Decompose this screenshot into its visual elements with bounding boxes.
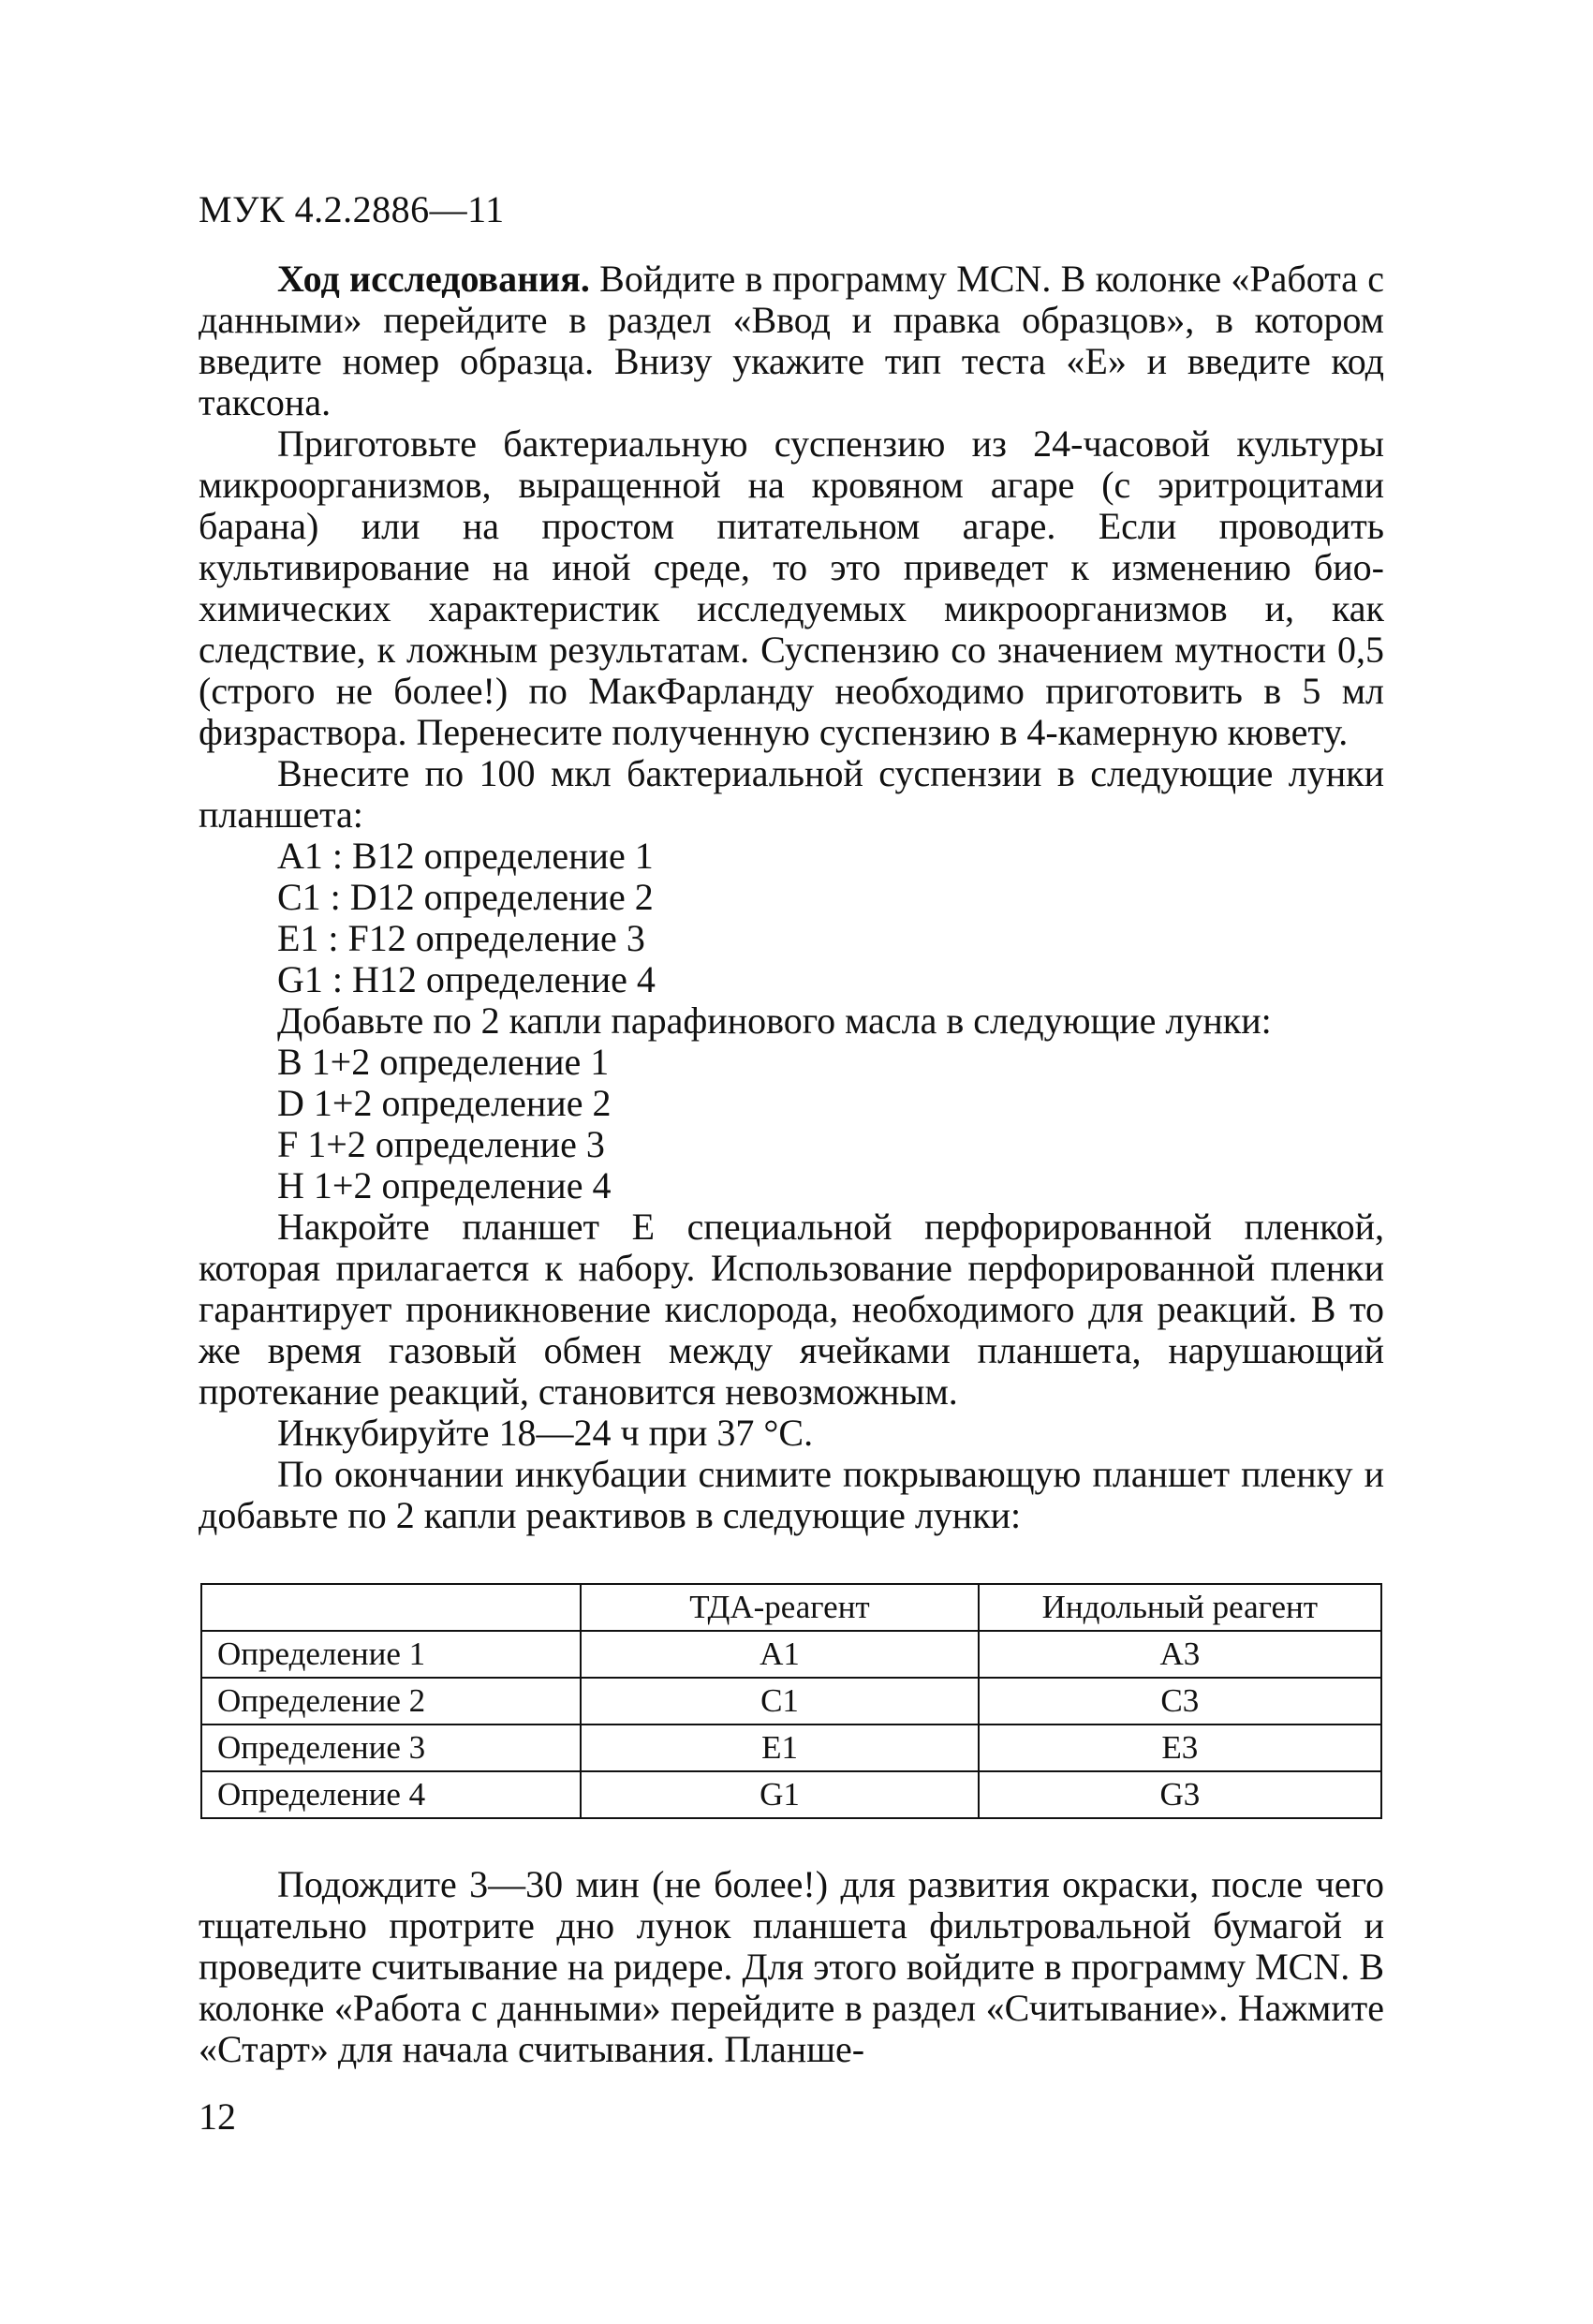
- suspension-paragraph: Приготовьте бактериальную суспензию из 24-часовой культуры микроорганизмов, выращенной на кровяном агаре (с эритроцитами барана) или на простом питательном агаре. Если проводить культивирование на иной среде, то это приведет к изменению биохимических характеристик исследуемых микроорганизмов и, как следствие, к ложным результатам. Суспензию со значением мутности 0,5 (строго не более!) по МакФарланду необходимо приготовить в 5 мл физраствора. Перенесите полученную суспензию в 4-камерную кювету.: [199, 422, 1384, 753]
- table-row: [201, 1678, 1381, 1724]
- list-item: В 1+2 определение 1: [277, 1041, 610, 1083]
- main-text-block: [199, 259, 1384, 1536]
- list-item: Н 1+2 определение 4: [277, 1164, 612, 1206]
- intro-text: Войдите в программу MCN. В колонке «Работа с данными» перейдите в раздел «Ввод и правка образцов», в котором введите номер образца. Внизу укажите тип теста «Е» и введите код таксона.: [199, 258, 1384, 423]
- table-cell: Определение 1: [201, 1631, 581, 1678]
- list-item: Е1 : F12 определение 3: [277, 917, 645, 959]
- table-header-row: [201, 1584, 1381, 1631]
- table-row: [201, 1631, 1381, 1678]
- table-row: [201, 1724, 1381, 1771]
- list-item: А1 : В12 определение 1: [277, 835, 654, 877]
- list-item: С1 : D12 определение 2: [277, 876, 654, 918]
- page-number: 12: [199, 2095, 236, 2138]
- table-header-cell: ТДА-реагент: [581, 1584, 978, 1631]
- reagents-paragraph: По окончании инкубации снимите покрывающую планшет пленку и добавьте по 2 капли реактивов в следующие лунки:: [199, 1453, 1384, 1536]
- table-cell: Е1: [581, 1724, 978, 1771]
- table-cell: Определение 3: [201, 1724, 581, 1771]
- table-cell: А3: [979, 1631, 1381, 1678]
- incubate-paragraph: Инкубируйте 18—24 ч при 37 °С.: [277, 1412, 814, 1454]
- closing-text-block: [199, 1864, 1384, 2070]
- table-cell: С3: [979, 1678, 1381, 1724]
- wells-intro-paragraph: Внесите по 100 мкл бактериальной суспензии в следующие лунки планшета:: [199, 752, 1384, 836]
- intro-bold-lead: Ход исследования.: [277, 258, 590, 300]
- table-cell: Определение 4: [201, 1771, 581, 1818]
- table-header-cell: Индольный реагент: [979, 1584, 1381, 1631]
- list-item: D 1+2 определение 2: [277, 1082, 612, 1124]
- table-cell: Е3: [979, 1724, 1381, 1771]
- wells-list: [199, 836, 1384, 1000]
- oil-intro-paragraph: Добавьте по 2 капли парафинового масла в следующие лунки:: [277, 999, 1272, 1042]
- intro-paragraph: [199, 259, 1384, 423]
- table-cell: А1: [581, 1631, 978, 1678]
- table-cell: G1: [581, 1771, 978, 1818]
- list-item: G1 : Н12 определение 4: [277, 958, 656, 1000]
- table-cell: G3: [979, 1771, 1381, 1818]
- table-cell: С1: [581, 1678, 978, 1724]
- table-row: [201, 1771, 1381, 1818]
- list-item: F 1+2 определение 3: [277, 1123, 605, 1165]
- table-header-cell: [201, 1584, 581, 1631]
- film-paragraph: Накройте планшет Е специальной перфорированной пленкой, которая прилагается к набору. Использование перфорированной пленки гарантирует проникновение кислорода, необходимого для реакций. В то же время газовый обмен между ячейками планшета, нарушающий протекание реакций, становится невозможным.: [199, 1206, 1384, 1413]
- document-header: МУК 4.2.2886—11: [199, 188, 505, 230]
- reading-paragraph: Подождите 3—30 мин (не более!) для развития окраски, после чего тщательно протрите дно лунок планшета фильтровальной бумагой и проведите считывание на ридере. Для этого войдите в программу MCN. В колонке «Работа с данными» перейдите в раздел «Считывание». Нажмите «Старт» для начала считывания. Планше-: [199, 1863, 1384, 2070]
- oil-wells-list: [199, 1042, 1384, 1206]
- reagent-table: [200, 1583, 1382, 1819]
- table-cell: Определение 2: [201, 1678, 581, 1724]
